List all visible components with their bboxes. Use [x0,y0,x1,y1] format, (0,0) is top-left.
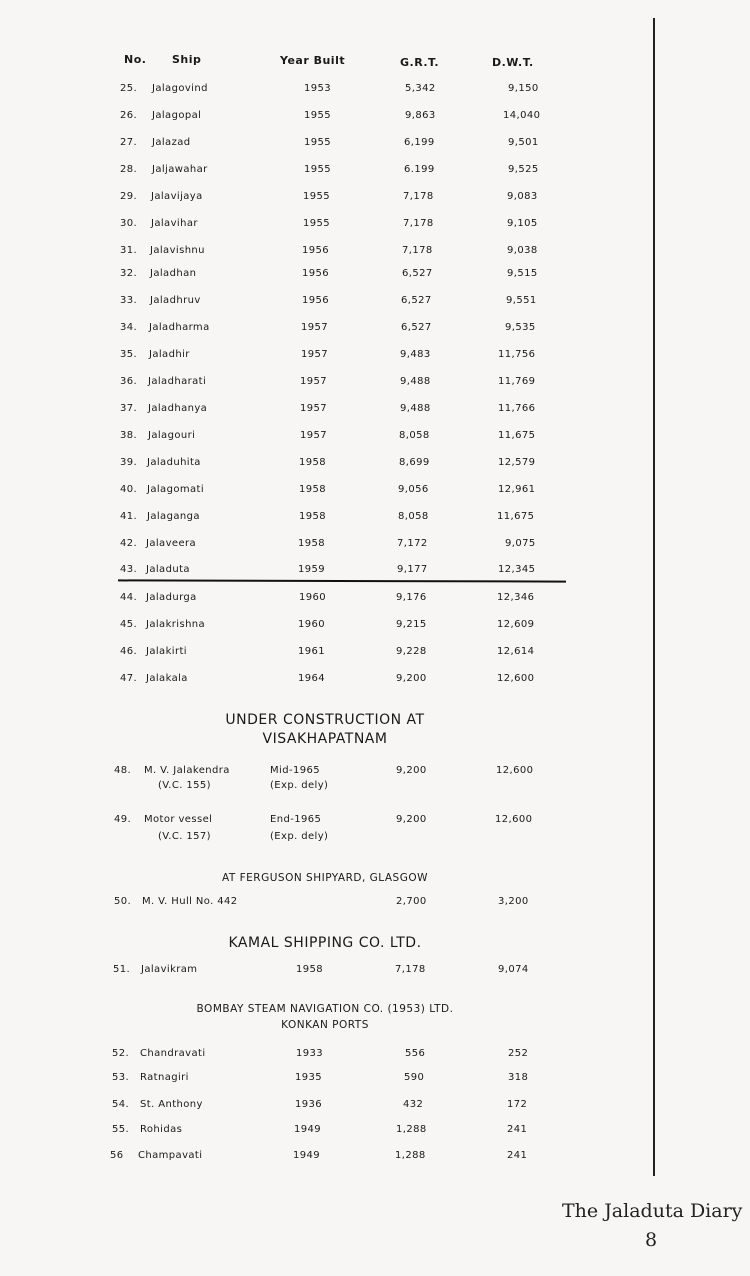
table-row [0,349,600,365]
section-title: AT FERGUSON SHIPYARD, GLASGOW [222,872,428,884]
row-number: 56 [110,1150,124,1161]
table-row [0,1048,600,1064]
year-built: 1957 [300,430,328,441]
grt-value: 7,178 [403,218,434,229]
grt-value: 9,488 [400,403,431,414]
year-built: 1958 [298,538,326,549]
year-built: 1955 [303,218,331,229]
row-number: 42. [120,538,138,549]
year-built: 1935 [295,1072,323,1083]
table-row [0,1099,600,1115]
row-number: 33. [120,295,138,306]
table-row [0,376,600,392]
ship-code: (V.C. 155) [158,780,211,791]
ship-name: M. V. Jalakendra [144,765,230,776]
table-row [0,403,600,419]
dwt-value: 12,600 [495,814,533,825]
year-built: End-1965 [270,814,322,825]
ship-name: Champavati [138,1150,203,1161]
row-number: 25. [120,83,138,94]
ship-name: Jaladharma [149,322,210,333]
section-subtitle: KONKAN PORTS [281,1019,369,1031]
row-number: 41. [120,511,138,522]
year-built: 1959 [298,564,326,575]
dwt-value: 9,150 [508,83,539,94]
dwt-value: 11,769 [498,376,536,387]
dwt-value: 12,609 [497,619,535,630]
ship-name: St. Anthony [140,1099,203,1110]
section-subtitle: VISAKHAPATNAM [262,731,388,747]
row-number: 55. [112,1124,130,1135]
ship-name: Jalakrishna [146,619,206,630]
table-row [0,295,600,311]
grt-value: 7,172 [397,538,428,549]
year-built: 1958 [299,511,327,522]
ship-name: Jalagomati [147,484,205,495]
table-row [0,673,600,689]
dwt-value: 11,766 [498,403,536,414]
year-built: 1949 [293,1150,321,1161]
ship-name: Jaladhir [149,349,190,360]
grt-value: 8,058 [399,430,430,441]
dwt-value: 14,040 [503,110,541,121]
column-divider [653,18,655,1176]
table-row [0,619,600,635]
grt-value: 432 [403,1099,424,1110]
row-number: 28. [120,164,138,175]
page-footer-title: The Jaladuta Diary [562,1200,743,1222]
ship-name: Jalagouri [148,430,196,441]
grt-value: 9,863 [405,110,436,121]
ship-name: Jalavihar [151,218,198,229]
dwt-value: 9,515 [507,268,538,279]
ship-name: Jalaganga [147,511,200,522]
table-row [0,484,600,500]
header-grt: G.R.T. [400,56,440,69]
ship-name: Motor vessel [144,814,213,825]
dwt-value: 241 [507,1124,528,1135]
row-number: 35. [120,349,138,360]
row-number: 50. [114,896,132,907]
row-number: 43. [120,564,138,575]
table-row [0,137,600,153]
ship-name: Rohidas [140,1124,183,1135]
ship-name: Jalakirti [146,646,187,657]
dwt-value: 9,551 [506,295,537,306]
page-number: 8 [645,1229,658,1251]
row-number: 36. [120,376,138,387]
year-built: 1957 [301,349,329,360]
dwt-value: 12,346 [497,592,535,603]
year-built: 1958 [296,964,324,975]
year-built: 1936 [295,1099,323,1110]
table-row [0,1072,600,1088]
year-built: 1961 [298,646,326,657]
row-number: 37. [120,403,138,414]
grt-value: 7,178 [395,964,426,975]
grt-value: 9,200 [396,814,427,825]
header-dwt: D.W.T. [492,56,534,69]
row-number: 26. [120,110,138,121]
dwt-value: 241 [507,1150,528,1161]
delivery-note: (Exp. dely) [270,780,329,791]
table-row [0,538,600,554]
grt-value: 9,200 [396,673,427,684]
grt-value: 7,178 [403,191,434,202]
year-built: 1956 [302,268,330,279]
ship-name: Jaljawahar [152,164,208,175]
dwt-value: 9,074 [498,964,529,975]
row-number: 51. [113,964,131,975]
ship-name: Jalakala [146,673,188,684]
delivery-note: (Exp. dely) [270,831,329,842]
dwt-value: 12,600 [496,765,534,776]
row-number: 47. [120,673,138,684]
table-row [0,564,600,580]
row-number: 31. [120,245,138,256]
year-built: 1956 [302,295,330,306]
table-row [0,430,600,446]
dwt-value: 12,600 [497,673,535,684]
dwt-value: 3,200 [498,896,529,907]
dwt-value: 9,501 [508,137,539,148]
table-row [0,268,600,284]
year-built: 1960 [298,619,326,630]
table-row [0,646,600,662]
grt-value: 9,488 [400,376,431,387]
row-number: 44. [120,592,138,603]
dwt-value: 12,579 [498,457,536,468]
ship-name: Jalavishnu [150,245,205,256]
year-built: 1956 [302,245,330,256]
year-built: Mid-1965 [270,765,321,776]
row-number: 52. [112,1048,130,1059]
grt-value: 8,699 [399,457,430,468]
year-built: 1958 [299,484,327,495]
dwt-value: 9,075 [505,538,536,549]
table-row [0,164,600,180]
ship-name: M. V. Hull No. 442 [142,896,238,907]
ship-name: Jalaveera [146,538,197,549]
grt-value: 1,288 [395,1150,426,1161]
dwt-value: 11,756 [498,349,536,360]
row-number: 54. [112,1099,130,1110]
ship-name: Jaladuhita [147,457,201,468]
dwt-value: 12,614 [497,646,535,657]
ship-name: Jalazad [152,137,191,148]
table-row [0,245,600,261]
dwt-value: 318 [508,1072,529,1083]
ship-name: Jalagopal [152,110,202,121]
year-built: 1957 [300,403,328,414]
ship-name: Jaladhanya [148,403,208,414]
year-built: 1953 [304,83,332,94]
row-number: 45. [120,619,138,630]
divider-line [118,579,566,582]
grt-value: 2,700 [396,896,427,907]
header-no: No. [124,53,147,66]
dwt-value: 9,105 [507,218,538,229]
row-number: 48. [114,765,132,776]
section-title: BOMBAY STEAM NAVIGATION CO. (1953) LTD. [196,1003,454,1015]
row-number: 46. [120,646,138,657]
ship-name: Jaladhruv [150,295,201,306]
table-row [0,322,600,338]
row-number: 49. [114,814,132,825]
table-row [0,1150,600,1166]
row-number: 30. [120,218,138,229]
ship-name: Ratnagiri [140,1072,189,1083]
year-built: 1957 [301,322,329,333]
grt-value: 7,178 [402,245,433,256]
section-title: UNDER CONSTRUCTION AT [225,712,425,728]
ship-name: Jaladurga [146,592,197,603]
table-row [0,592,600,608]
dwt-value: 11,675 [498,430,536,441]
row-number: 32. [120,268,138,279]
year-built: 1960 [299,592,327,603]
table-row [0,191,600,207]
grt-value: 9,215 [396,619,427,630]
year-built: 1955 [304,110,332,121]
table-row [0,457,600,473]
grt-value: 1,288 [396,1124,427,1135]
row-number: 40. [120,484,138,495]
grt-value: 556 [405,1048,426,1059]
dwt-value: 9,535 [505,322,536,333]
year-built: 1955 [304,137,332,148]
ship-name: Chandravati [140,1048,206,1059]
row-number: 38. [120,430,138,441]
year-built: 1933 [296,1048,324,1059]
ship-name: Jaladuta [146,564,190,575]
ship-name: Jalagovind [152,83,208,94]
row-number: 29. [120,191,138,202]
row-number: 34. [120,322,138,333]
ship-name: Jaladhan [150,268,197,279]
grt-value: 9,176 [396,592,427,603]
grt-value: 6,527 [401,295,432,306]
table-row [0,83,600,99]
grt-value: 590 [404,1072,425,1083]
row-number: 53. [112,1072,130,1083]
year-built: 1955 [304,164,332,175]
grt-value: 5,342 [405,83,436,94]
grt-value: 9,228 [396,646,427,657]
ship-name: Jaladharati [148,376,207,387]
year-built: 1964 [298,673,326,684]
year-built: 1958 [299,457,327,468]
ship-name: Jalavikram [141,964,198,975]
dwt-value: 9,038 [507,245,538,256]
dwt-value: 172 [507,1099,528,1110]
section-title: KAMAL SHIPPING CO. LTD. [228,935,422,951]
dwt-value: 11,675 [497,511,535,522]
table-row [0,218,600,234]
dwt-value: 12,961 [498,484,536,495]
year-built: 1957 [300,376,328,387]
dwt-value: 9,083 [507,191,538,202]
ship-code: (V.C. 157) [158,831,211,842]
header-year-built: Year Built [280,54,346,67]
grt-value: 9,483 [400,349,431,360]
dwt-value: 12,345 [498,564,536,575]
row-number: 39. [120,457,138,468]
grt-value: 9,177 [397,564,428,575]
grt-value: 6,527 [401,322,432,333]
grt-value: 6,527 [402,268,433,279]
table-row [0,511,600,527]
table-row [0,110,600,126]
grt-value: 9,200 [396,765,427,776]
grt-value: 6,199 [404,137,435,148]
header-ship: Ship [172,53,202,66]
year-built: 1949 [294,1124,322,1135]
table-row [0,1124,600,1140]
dwt-value: 9,525 [508,164,539,175]
grt-value: 6.199 [404,164,435,175]
ship-name: Jalavijaya [151,191,203,202]
row-number: 27. [120,137,138,148]
dwt-value: 252 [508,1048,529,1059]
grt-value: 9,056 [398,484,429,495]
grt-value: 8,058 [398,511,429,522]
year-built: 1955 [303,191,331,202]
